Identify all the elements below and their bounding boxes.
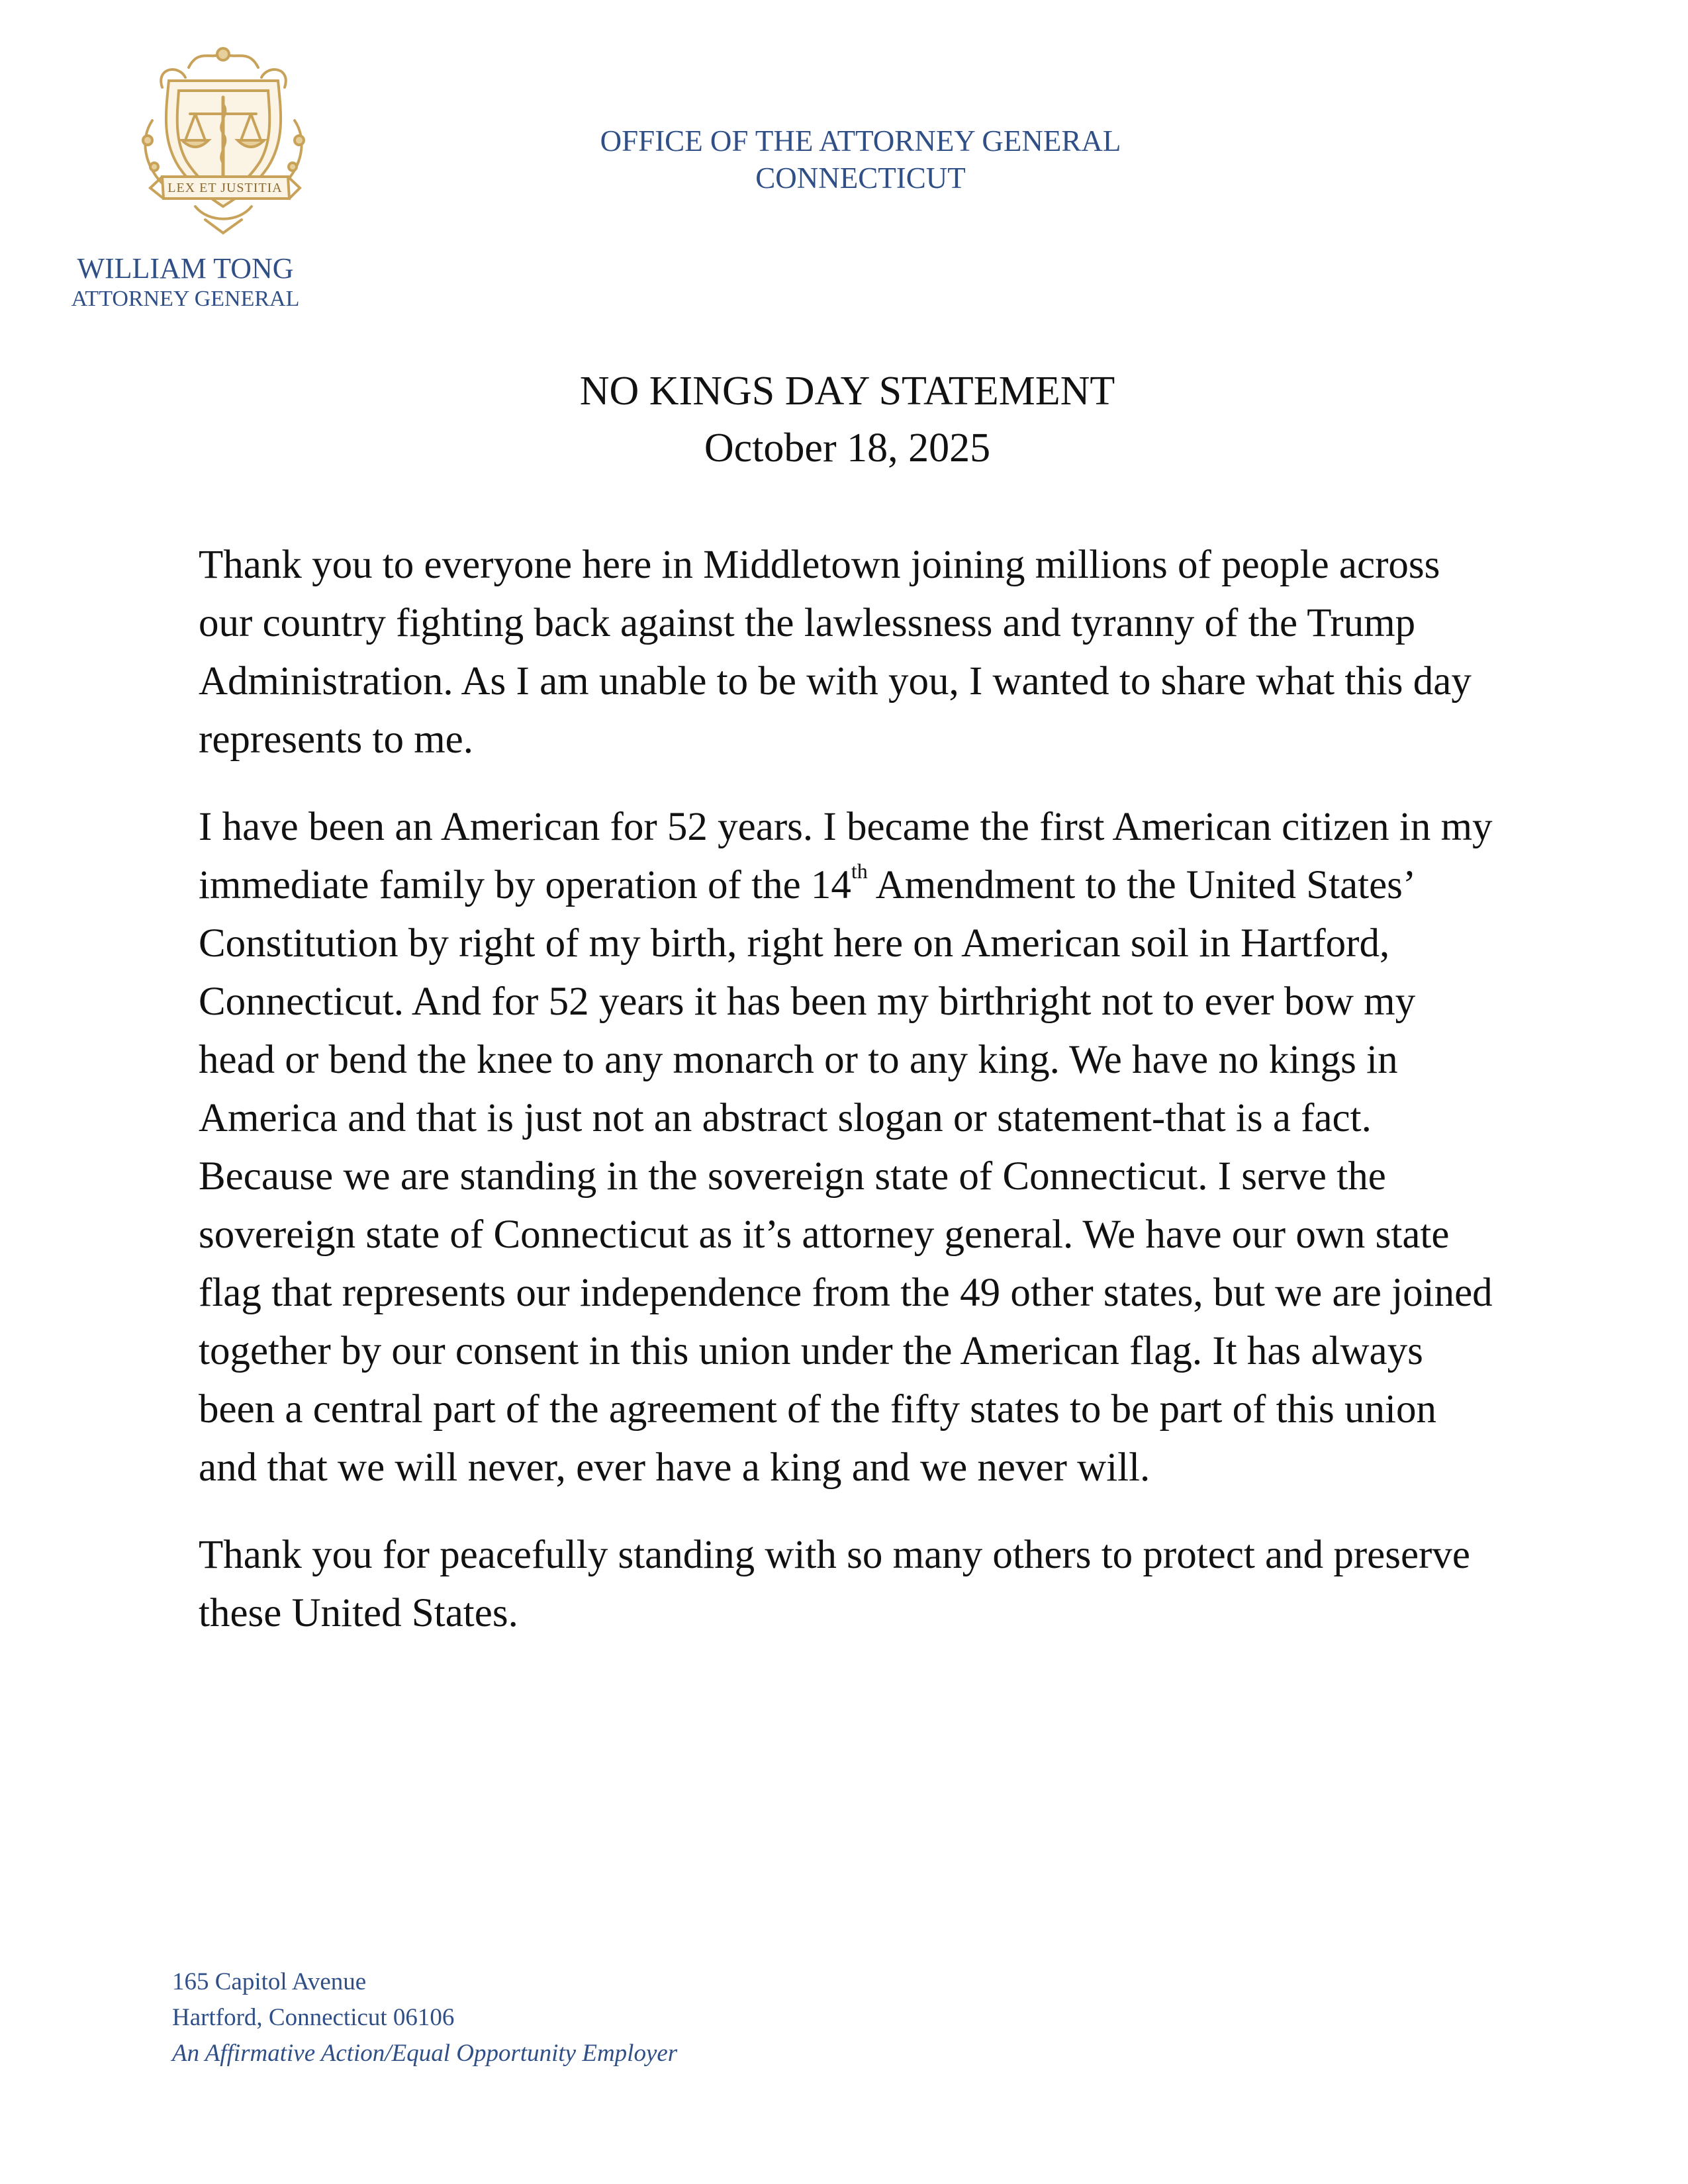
statement-body [199, 536, 1496, 1672]
paragraph-3: Thank you for peacefully standing with so many others to protect and preserve these United States. [199, 1533, 1470, 1635]
office-state: CONNECTICUT [755, 161, 966, 195]
seal-motto: LEX ET JUSTITIA [167, 181, 283, 195]
statement-heading [331, 363, 1364, 477]
paragraph-1: Thank you to everyone here in Middletown joining millions of people across our country fighting back against the lawlessness and tyranny of the Trump Administration. As I am unable to be with you, I wanted to share what this day represents to me. [199, 543, 1472, 762]
footer-address-line-1: 165 Capitol Avenue [172, 1968, 367, 1995]
statement-date: October 18, 2025 [704, 426, 991, 471]
attorney-name: WILLIAM TONG [77, 252, 294, 285]
letter-footer [172, 1964, 1099, 2071]
state-seal [116, 41, 331, 240]
footer-address-line-2: Hartford, Connecticut 06106 [172, 2004, 455, 2031]
attorney-title: ATTORNEY GENERAL [71, 287, 300, 311]
attorney-general-block [40, 251, 331, 312]
ordinal-suffix: th [851, 859, 868, 883]
paragraph-2-part-1: I have been an American for 52 years. I became the first American citizen in my immediate family by operation of the 14 [199, 805, 1493, 907]
footer-employer-note: An Affirmative Action/Equal Opportunity Employer [172, 2040, 678, 2067]
paragraph-2 [199, 798, 1496, 1497]
statement-title: NO KINGS DAY STATEMENT [579, 369, 1115, 414]
office-name: OFFICE OF THE ATTORNEY GENERAL [600, 124, 1121, 158]
seal-emblem-icon [116, 41, 331, 240]
office-heading [503, 122, 1218, 197]
paragraph-2-part-2: Amendment to the United States’ Constitution by right of my birth, right here on American soil in Hartford, Connecticut. And for 52 years it has been my birthright not to ever bow my head or bend the knee to any monarch or to any king. We have no kings in America and that is just not an abstract slogan or statement-that is a fact. Because we are standing in the sovereign state of Connecticut. I serve the sovereign state of Connecticut as it’s attorney general. We have our own state flag that represents our independence from the 49 other states, but we are joined together by our consent in this union under the American flag. It has always been a central part of the agreement of the fifty states to be part of this union and that we will never, ever have a king and we never will. [199, 863, 1493, 1490]
